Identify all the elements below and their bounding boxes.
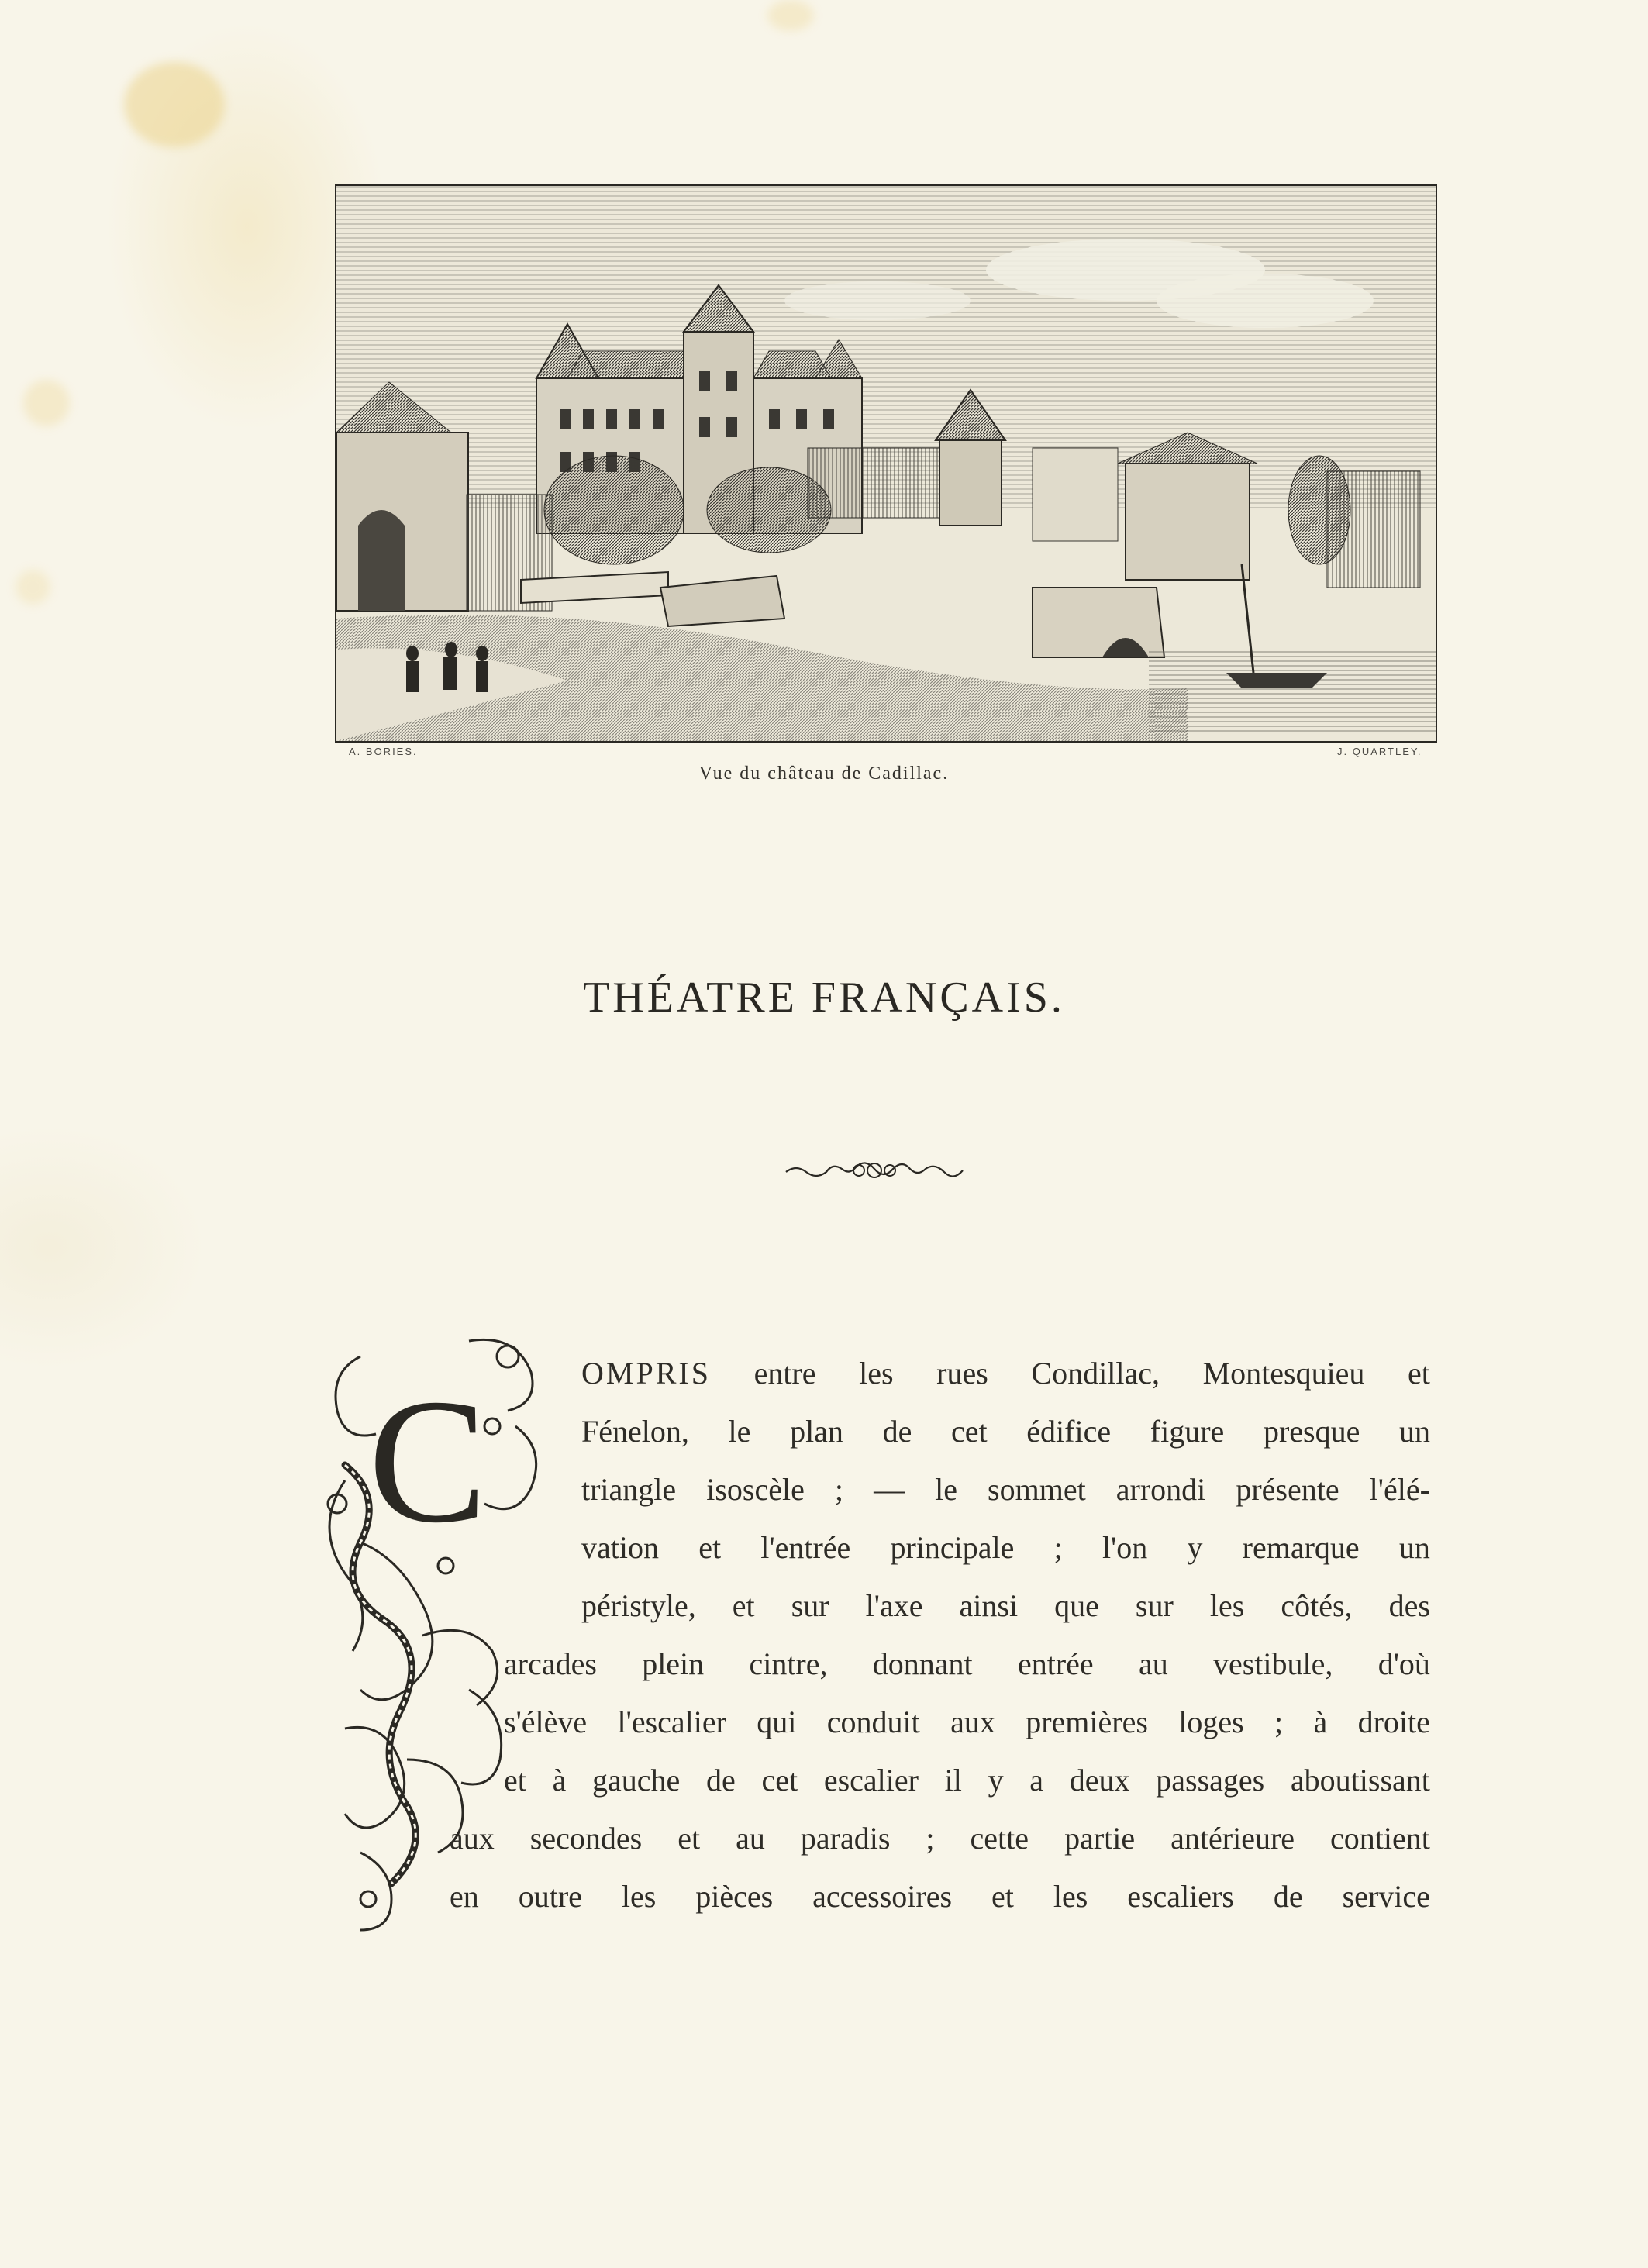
word: accessoires [812, 1879, 953, 1914]
engraver-credit-right: J. QUARTLEY. [1337, 746, 1422, 757]
word: premières [1026, 1704, 1148, 1739]
word: loges [1178, 1704, 1244, 1739]
word: et [1408, 1356, 1430, 1391]
word: arrondi [1115, 1472, 1206, 1507]
word: et [991, 1879, 1014, 1914]
word: gauche [592, 1763, 681, 1798]
word: un [1399, 1414, 1430, 1449]
word: l'on [1102, 1530, 1148, 1565]
paragraph-line [450, 1881, 1430, 1912]
word: d'où [1377, 1646, 1430, 1681]
word: cet [761, 1763, 798, 1798]
word: de [706, 1763, 736, 1798]
word: Montesquieu [1202, 1356, 1365, 1391]
word: a [1029, 1763, 1044, 1798]
word: les [1209, 1588, 1245, 1623]
word: secondes [529, 1821, 643, 1856]
word: sur [1135, 1588, 1174, 1623]
word: droite [1357, 1704, 1430, 1739]
word: l'entrée [760, 1530, 851, 1565]
paragraph-line [450, 1823, 1430, 1854]
word: le [935, 1472, 957, 1507]
word: aboutissant [1290, 1763, 1430, 1798]
word: principale [890, 1530, 1015, 1565]
word: Condillac, [1031, 1356, 1160, 1391]
word: y [1187, 1530, 1203, 1565]
word: deux [1069, 1763, 1130, 1798]
word: aux [450, 1821, 495, 1856]
page-title: THÉATRE FRANÇAIS. [583, 974, 1065, 1022]
illustration-caption: Vue du château de Cadillac. [698, 763, 950, 784]
word: figure [1150, 1414, 1225, 1449]
word: antérieure [1170, 1821, 1295, 1856]
word: triangle [581, 1472, 677, 1507]
word: cette [970, 1821, 1029, 1856]
word: cet [951, 1414, 988, 1449]
word: ; [1053, 1530, 1063, 1565]
word: contient [1330, 1821, 1430, 1856]
word: au [736, 1821, 765, 1856]
drop-cap-letter: C [368, 1362, 488, 1560]
word: ; [926, 1821, 935, 1856]
word: péristyle, [581, 1588, 696, 1623]
word: en [450, 1879, 479, 1914]
paragraph-line [581, 1474, 1430, 1505]
word: cintre, [749, 1646, 828, 1681]
scroll-flourish-icon [784, 1155, 964, 1186]
word: ainsi [959, 1588, 1019, 1623]
paper-stain [124, 62, 225, 147]
word: plan [790, 1414, 843, 1449]
word: isoscèle [706, 1472, 805, 1507]
word: de [882, 1414, 912, 1449]
engraver-credit-left: A. BORIES. [349, 746, 418, 757]
paper-stain [16, 570, 50, 605]
word: des [1388, 1588, 1430, 1623]
word: plein [642, 1646, 705, 1681]
word: passages [1156, 1763, 1265, 1798]
word: l'escalier [617, 1704, 726, 1739]
word: presque [1263, 1414, 1360, 1449]
word: escaliers [1127, 1879, 1234, 1914]
paragraph-line [581, 1532, 1430, 1563]
word: édifice [1026, 1414, 1112, 1449]
paragraph-line [581, 1588, 1430, 1623]
word: et [677, 1821, 701, 1856]
word: vation [581, 1530, 659, 1565]
word: les [1053, 1879, 1088, 1914]
word: vestibule, [1212, 1646, 1333, 1681]
word: — [874, 1472, 905, 1507]
paragraph-line [581, 1358, 1430, 1389]
word: au [1138, 1646, 1168, 1681]
word: entre [753, 1356, 816, 1391]
word: les [859, 1356, 894, 1391]
paper-stain [23, 380, 70, 426]
word: présente [1236, 1472, 1339, 1507]
engraving-svg [335, 184, 1437, 743]
word: le [728, 1414, 751, 1449]
word: l'axe [865, 1588, 923, 1623]
word: que [1054, 1588, 1099, 1623]
word: outre [518, 1879, 582, 1914]
paragraph-line [581, 1416, 1430, 1447]
word: arcades [504, 1646, 597, 1681]
word: de [1273, 1879, 1303, 1914]
smallcaps-word: OMPRIS [581, 1356, 711, 1391]
word: sur [791, 1588, 829, 1623]
word: et [698, 1530, 722, 1565]
word: à [552, 1763, 567, 1798]
word: et [504, 1763, 526, 1798]
word: partie [1064, 1821, 1136, 1856]
word: s'élève [504, 1704, 588, 1739]
word: et [732, 1588, 755, 1623]
word: pièces [695, 1879, 774, 1914]
word: Fénelon, [581, 1414, 689, 1449]
chateau-engraving [335, 184, 1437, 743]
word: l'élé- [1369, 1472, 1430, 1507]
word: rues [936, 1356, 988, 1391]
word: ; [1274, 1704, 1284, 1739]
word: escalier [823, 1763, 919, 1798]
word: aux [950, 1704, 995, 1739]
word: paradis [800, 1821, 891, 1856]
word: service [1342, 1879, 1430, 1914]
word: sommet [988, 1472, 1086, 1507]
word: un [1398, 1530, 1430, 1565]
word: ; [834, 1472, 844, 1507]
word: entrée [1017, 1646, 1094, 1681]
word: à [1313, 1704, 1328, 1739]
paragraph-line [504, 1646, 1430, 1681]
word: donnant [872, 1646, 973, 1681]
word: conduit [826, 1704, 920, 1739]
paragraph-line [504, 1704, 1430, 1739]
word: il [944, 1763, 962, 1798]
paper-stain [767, 0, 814, 31]
word: y [988, 1763, 1004, 1798]
word: les [621, 1879, 657, 1914]
paragraph-line [504, 1765, 1430, 1796]
word: côtés, [1281, 1588, 1353, 1623]
word: remarque [1242, 1530, 1360, 1565]
word: qui [757, 1704, 797, 1739]
